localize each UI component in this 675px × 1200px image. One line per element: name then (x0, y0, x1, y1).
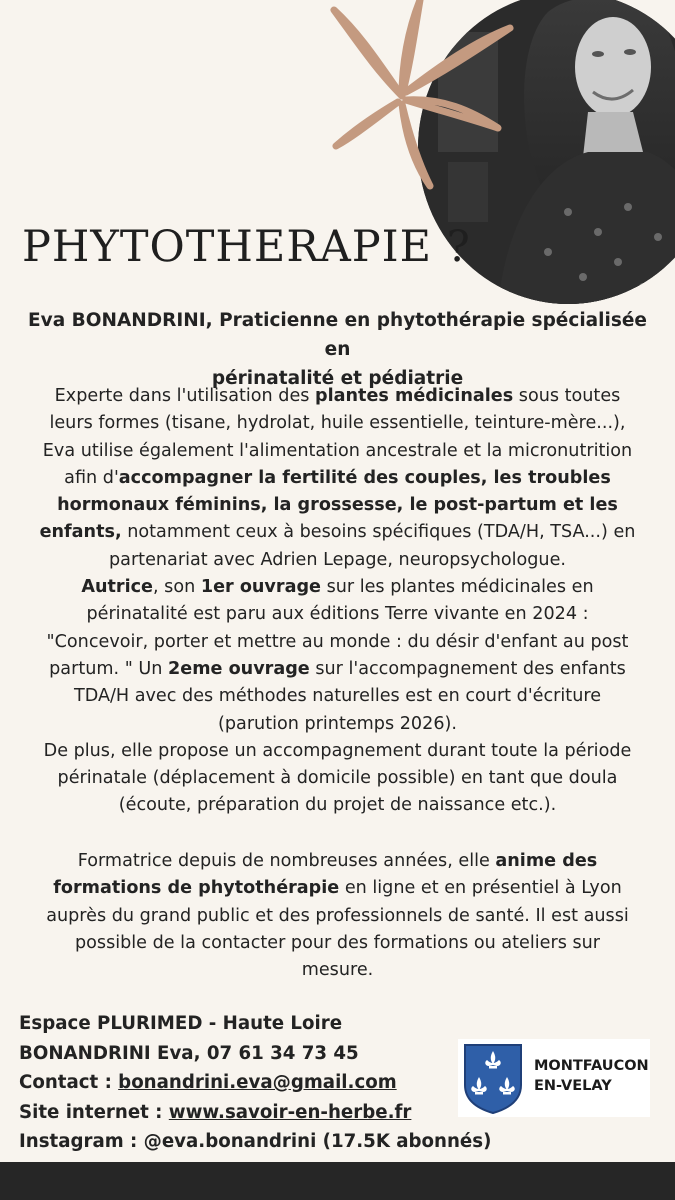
website-link[interactable]: www.savoir-en-herbe.fr (168, 1101, 412, 1123)
subtitle-line: Eva BONANDRINI, Praticienne en phytothérapie spécialisée en (28, 310, 647, 360)
contact-instagram: Instagram : @eva.bonandrini (17.5K abonnés) (19, 1131, 492, 1152)
contact-email-line: Contact : bonandrini.eva@gmail.com (19, 1072, 397, 1093)
montfaucon-logo (458, 1039, 650, 1117)
presentation-paragraph: Experte dans l'utilisation des plantes médicinales sous toutes leurs formes (tisane, hydrolat, huile essentielle, teinture-mère...), Eva utilise également l'alimentation ancestrale et la micronutrition afin d'accompagner la fertilité des couples, les troubles hormonaux féminins, la grossesse, le post-partum et les enfants, notamment ceux à besoins spécifiques (TDA/H, TSA...) en partenariat avec Adrien Lepage, neuropsychologue. Autrice, son 1er ouvrage sur les plantes médicinales en périnatalité est paru aux éditions Terre vivante en 2024 : "Concevoir, porter et mettre au monde : du désir d'enfant au post partum. " Un 2eme ouvrage sur l'accompagnement des enfants TDA/H avec des méthodes naturelles est en court d'écriture (parution printemps 2026). De plus, elle propose un accompagnement durant toute la période périnatale (déplacement à domicile possible) en tant que doula (écoute, préparation du projet de naissance etc.). (39, 386, 636, 816)
footer-bar (0, 1162, 675, 1200)
contact-block (19, 1009, 491, 1157)
contact-name-phone: BONANDRINI Eva, 07 61 34 73 45 (19, 1042, 359, 1064)
flower-icon (322, 0, 522, 200)
fleur-de-lis-icon (461, 1041, 525, 1115)
subtitle-line: périnatalité et pédiatrie (211, 368, 464, 389)
email-link[interactable]: bonandrini.eva@gmail.com (118, 1072, 397, 1093)
contact-place: Espace PLURIMED - Haute Loire (19, 1013, 343, 1034)
logo-text: MONTFAUCON EN-VELAY (534, 1058, 649, 1094)
training-paragraph: Formatrice depuis de nombreuses années, elle anime des formations de phytothérapie en ligne et en présentiel à Lyon auprès du grand public et des professionnels de santé. Il est aussi possible de la contacter pour des formations ou ateliers sur mesure. (46, 851, 629, 981)
page-title: PHYTOTHERAPIE ? (22, 222, 471, 272)
subtitle (14, 306, 661, 393)
contact-site-line: Site internet : www.savoir-en-herbe.fr (19, 1101, 412, 1123)
